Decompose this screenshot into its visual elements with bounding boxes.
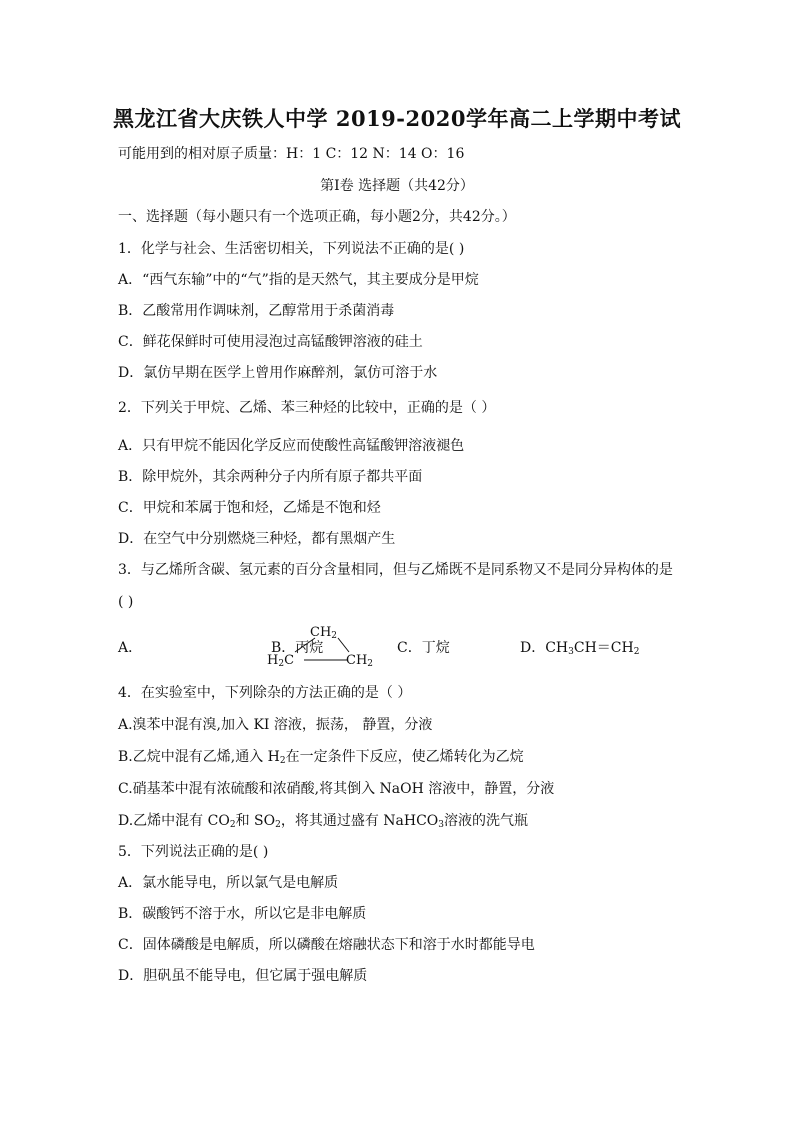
q3-answer-paren: ( ) bbox=[118, 594, 134, 610]
q2-option-c: C．甲烷和苯属于饱和烃，乙烯是不饱和烃 bbox=[118, 500, 381, 516]
q1-option-d: D．氯仿早期在医学上曾用作麻醉剂，氯仿可溶于水 bbox=[118, 365, 438, 381]
section-heading: 第Ⅰ卷 选择题（共42分） bbox=[320, 178, 474, 194]
q4-option-b: B.乙烷中混有乙烯,通入 $H_2$在一定条件下反应，使乙烯转化为乙烷 bbox=[118, 749, 524, 766]
q5-stem: 5．下列说法正确的是( ) bbox=[118, 844, 269, 860]
q5-option-b: B．碳酸钙不溶于水，所以它是非电解质 bbox=[118, 906, 367, 922]
q1-stem: 1．化学与社会、生活密切相关，下列说法不正确的是( ) bbox=[118, 241, 465, 257]
mol-left-h2c: $H_2C$ bbox=[267, 653, 295, 669]
atomic-mass-line: 可能用到的相对原子质量：H：1 C：12 N：14 O：16 bbox=[118, 146, 465, 162]
q3-stem: 3．与乙烯所含碳、氢元素的百分含量相同，但与乙烯既不是同系物又不是同分异构体的是 bbox=[118, 562, 673, 578]
q4-option-a: A.溴苯中混有溴,加入 KI 溶液，振荡， 静置，分液 bbox=[118, 717, 433, 733]
q5-option-a: A．氯水能导电，所以氯气是电解质 bbox=[118, 875, 339, 891]
q4-option-d: D.乙烯中混有 $CO_2$和 $SO_2$，将其通过盛有 NaHCO$_3$溶液的洗气瓶 bbox=[118, 813, 529, 830]
q1-option-c: C．鲜花保鲜时可使用浸泡过高锰酸钾溶液的硅土 bbox=[118, 334, 423, 350]
q3-options-row bbox=[118, 624, 718, 674]
q2-stem: 2．下列关于甲烷、乙烯、苯三种烃的比较中，正确的是（ ） bbox=[118, 400, 496, 416]
q3-option-b: B．丙烷 bbox=[271, 640, 324, 656]
q3-option-c: C．丁烷 bbox=[397, 640, 450, 656]
q5-option-c: C．固体磷酸是电解质，所以磷酸在熔融状态下和溶于水时都能导电 bbox=[118, 937, 535, 953]
mol-right-ch2: $CH_2$ bbox=[346, 653, 374, 669]
q4-option-c: C.硝基苯中混有浓硫酸和浓硝酸,将其倒入 NaOH 溶液中，静置，分液 bbox=[118, 781, 555, 797]
q4-stem: 4．在实验室中，下列除杂的方法正确的是（ ） bbox=[118, 685, 412, 701]
q3-option-d: D．$CH_3CH=CH_2$ bbox=[520, 640, 640, 657]
mol-top-ch2: $CH_2$ bbox=[310, 625, 338, 641]
instruction-line: 一、选择题（每小题只有一个选项正确，每小题2分，共42分。） bbox=[118, 209, 516, 225]
exam-title: 黑龙江省大庆铁人中学 2019-2020学年高二上学期中考试 bbox=[113, 106, 681, 131]
q2-option-d: D．在空气中分别燃烧三种烃，都有黑烟产生 bbox=[118, 531, 396, 547]
q2-option-b: B．除甲烷外，其余两种分子内所有原子都共平面 bbox=[118, 469, 423, 485]
q1-option-a: A．“西气东输”中的“气”指的是天然气，其主要成分是甲烷 bbox=[118, 272, 479, 288]
q2-option-a: A．只有甲烷不能因化学反应而使酸性高锰酸钾溶液褪色 bbox=[118, 438, 465, 454]
q5-option-d: D．胆矾虽不能导电，但它属于强电解质 bbox=[118, 968, 368, 984]
q1-option-b: B．乙酸常用作调味剂，乙醇常用于杀菌消毒 bbox=[118, 303, 395, 319]
q3-option-a-label: A． bbox=[118, 640, 143, 656]
